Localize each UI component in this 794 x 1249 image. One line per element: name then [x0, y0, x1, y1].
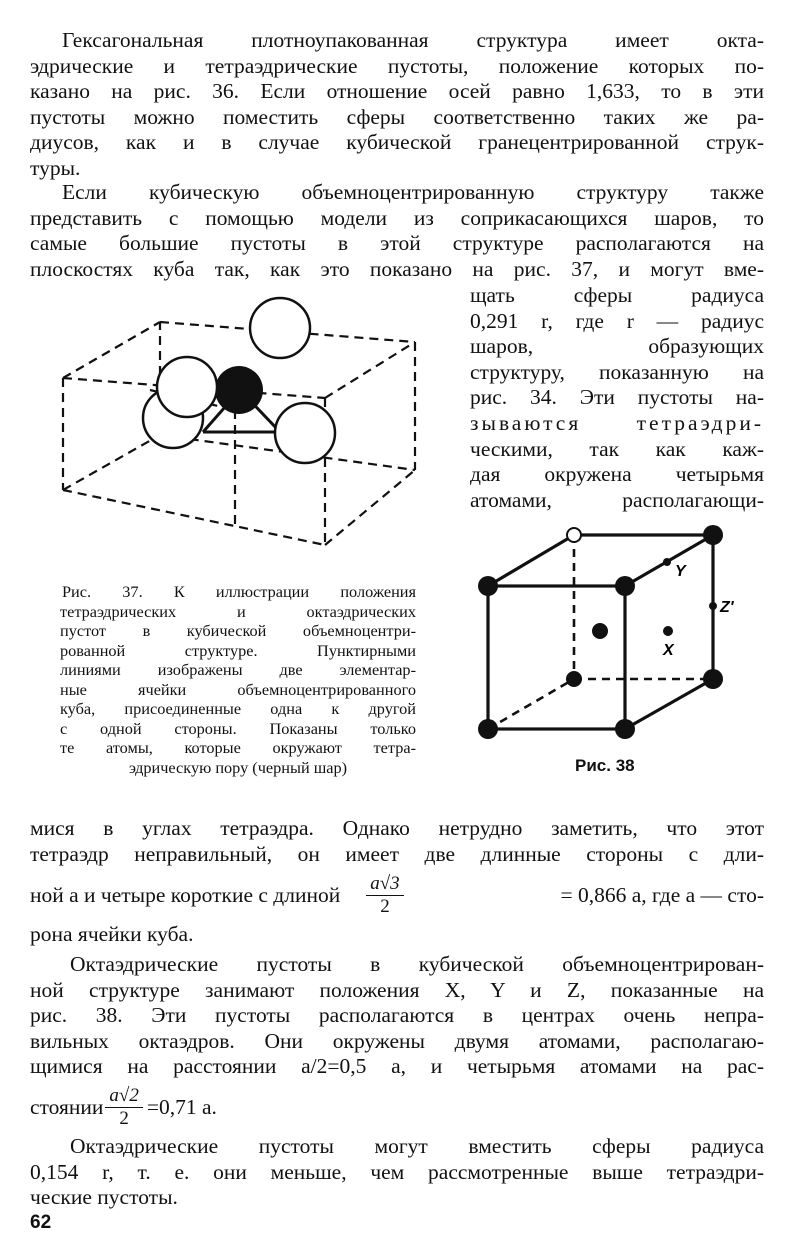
text-line: пустоты можно поместить сферы соответственно таких же ра-	[30, 104, 764, 129]
text-line: Октаэдрические пустоты в кубической объемноцентрирован-	[70, 952, 764, 976]
formula-text-before: стоянии	[30, 1094, 104, 1119]
formula-text-after: =0,71 a.	[146, 1094, 217, 1119]
fraction-numerator: a√3	[366, 873, 403, 896]
text-line: ческие пустоты.	[30, 1185, 178, 1210]
figure-38-octahedral-positions	[470, 520, 740, 750]
formula-text-after: = 0,866 a, где a — сто-	[560, 882, 764, 907]
paragraph-hcp	[30, 28, 764, 182]
text-line: щимися на расстоянии a/2=0,5 a, и четырьмя атомами на рас-	[30, 1054, 764, 1079]
formula-line-2	[30, 1082, 764, 1132]
atom-sphere	[157, 357, 217, 417]
fraction-denominator: 2	[380, 895, 390, 917]
figure-37-bcc-cells	[55, 290, 435, 555]
caption-line: куба, присоединенные одна к другой	[60, 699, 416, 718]
text-line: структуру, показанную на	[470, 359, 764, 384]
text-line: рона ячейки куба.	[30, 922, 194, 946]
fraction-a-sqrt3-over-2	[366, 873, 403, 918]
text-line: ческими, так как каж-	[470, 436, 764, 461]
text-line: вильных октаэдров. Они окружены двумя атомами, располагаю-	[30, 1028, 764, 1053]
fraction-a-sqrt2-over-2	[105, 1085, 142, 1130]
text-line: плоскостях куба так, как это показано на рис. 37, и могут вме-	[30, 256, 764, 281]
figure-38-caption: Рис. 38	[575, 756, 635, 775]
page-number: 62	[30, 1212, 52, 1233]
text-line: эдрические и тетраэдрические пустоты, положение которых по-	[30, 53, 764, 78]
text-line: 0,291 r, где r — радиус	[470, 308, 764, 333]
paragraph-tetrahedron-end	[30, 922, 764, 948]
text-line: туры.	[30, 155, 81, 180]
label-x: X	[663, 642, 674, 659]
text-line: шаров, образующих	[470, 334, 764, 359]
text-line: Гексагональная плотноупакованная структура имеет окта-	[62, 28, 764, 52]
text-line: мися в углах тетраэдра. Однако нетрудно заметить, что этот	[30, 816, 764, 840]
text-line: диусов, как и в случае кубической гранецентрированной струк-	[30, 130, 764, 155]
text-line: представить с помощью модели из соприкасающихся шаров, то	[30, 205, 764, 230]
caption-line: рованной структуре. Пунктирными	[60, 640, 416, 660]
label-z: Z'	[720, 599, 734, 616]
tetrahedral-void-black-sphere	[215, 366, 263, 414]
text-line: щать сферы радиуса	[470, 283, 764, 307]
label-y: Y	[675, 563, 686, 580]
caption-line: те атомы, которые окружают тетра-	[60, 738, 416, 757]
atom-sphere	[275, 403, 335, 463]
text-line: Если кубическую объемноцентрированную структуру также	[62, 180, 764, 204]
paragraph-octahedral	[30, 952, 764, 1080]
paragraph-tetrahedron	[30, 816, 764, 867]
figure-37-caption	[60, 582, 416, 777]
text-line: зываются тетраэдри-	[470, 410, 764, 435]
caption-line: Рис. 37. К иллюстрации положения	[62, 582, 416, 601]
fraction-numerator: a√2	[105, 1085, 142, 1108]
text-line: тетраэдр неправильный, он имеет две длинные стороны с дли-	[30, 841, 764, 866]
paragraph-bcc	[30, 180, 764, 282]
caption-line: пустот в кубической объемноцентри-	[60, 621, 416, 640]
text-line: рис. 38. Эти пустоты располагаются в центрах очень непра-	[30, 1003, 764, 1028]
text-line: самые большие пустоты в этой структуре располагаются на	[30, 231, 764, 256]
fraction-denominator: 2	[119, 1107, 129, 1129]
caption-line: эдрическую пору (черный шар)	[128, 757, 348, 777]
caption-line: ные ячейки объемноцентрированного	[60, 679, 416, 699]
atom-sphere	[250, 298, 310, 358]
paragraph-octahedral-size	[30, 1134, 764, 1211]
formula-text-before: ной a и четыре короткие с длиной	[30, 882, 341, 907]
text-line: рис. 34. Эти пустоты на-	[470, 385, 764, 410]
text-line: дая окружена четырьмя	[470, 462, 764, 487]
text-line: атомами, располагающи-	[470, 487, 764, 512]
paragraph-bcc-narrow	[470, 283, 764, 513]
text-line: казано на рис. 36. Если отношение осей равно 1,633, то в эти	[30, 79, 764, 104]
caption-line: линиями изображены две элементар-	[60, 660, 416, 679]
formula-line-1	[30, 870, 764, 920]
text-line: 0,154 r, т. е. они меньше, чем рассмотренные выше тетраэдри-	[30, 1159, 764, 1184]
caption-line: с одной стороны. Показаны только	[60, 718, 416, 738]
text-line: ной структуре занимают положения X, Y и Z, показанные на	[30, 977, 764, 1002]
caption-line: тетраэдрических и октаэдрических	[60, 601, 416, 621]
text-line: Октаэдрические пустоты могут вместить сферы радиуса	[70, 1134, 764, 1158]
